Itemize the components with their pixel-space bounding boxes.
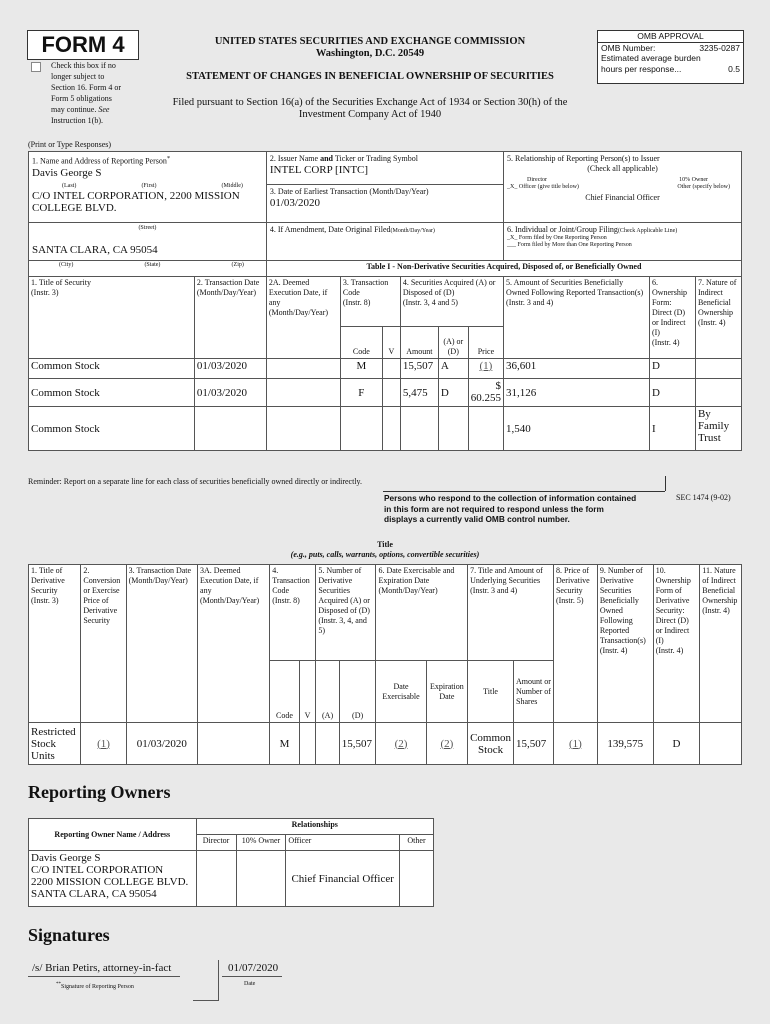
box-issuer: 2. Issuer Name and Ticker or Trading Symbol INTEL CORP [INTC] [266, 152, 503, 185]
omb-approval-box: OMB APPROVAL OMB Number: 3235-0287 Estimated average burden hours per response... 0.5 [597, 30, 744, 84]
signatures-heading: Signatures [28, 925, 110, 945]
reporting-owners-heading: Reporting Owners [28, 782, 171, 802]
t1-col-title: 1. Title of Security (Instr. 3) [29, 277, 195, 359]
reporting-person-and-table-1: 1. Name and Address of Reporting Person* Davis George S (Last) (First) (Middle) C/O INTEL CORPORATION, 2200 MISSION COLLEGE BLVD. 2. Issuer Name and Ticker or Trading Symbol INTEL CORP [INTC] 5. Relationship of Reporting Person(s) to Issuer (Check all applicable) Director 10% Owner _X_ Officer (give title below) Other (specify below) Chief Financial Officer 3. Date of Earliest Transaction (Month/Day/Year) 01/03/2020 (Street) SANTA CLARA, CA 95054 4. If Amendment, Date Original Filed(Month/Day/Year) 6. Individual or Joint/Group Filing(Check Applicable Line) _X_ Form filed by One Reporting Person ___ Form filed by More than One Reporting Person (City) (State) (Zip) Table I - Non-Derivative Securities Acquired, Disposed of, or Beneficially Owned 1. Title of Security (Instr. 3) 2. Transaction Date (Month/Day/Year) 2A. Deemed Execution Date, if any (Month/Day/Year) 3. Transaction Code (Instr. 8) 4. Securities Acquired (A) or Disposed of (D) (Instr. 3, 4 and 5) 5. Amount of Securities Beneficially Owned Following Reported Transaction(s) (Instr. 3 and 4) 6. Ownership Form: Direct (D) or Indirect (I) (Instr. 4) 7. Nature of Indirect Beneficial Ownership (Instr. 4) Code V Amount (A) or (D) Price Common Stock 01/03/2020 M 15,507 A (1) 36,601 D Common Stock 01/03/2020 F 5,475 D $ 60.255 31,126 D Common Stock 1,540 I By Family Trust [28, 151, 742, 451]
checkbox-instructions: Check this box if no longer subject to Section 16. Form 4 or Form 5 obligations may continue. See Instruction 1(b). [51, 61, 121, 125]
table-row: Common Stock 01/03/2020 M 15,507 A (1) 36,601 D [29, 359, 742, 379]
reporting-owners-table: Reporting Owner Name / Address Relationships Director 10% Owner Officer Other Davis George S C/O INTEL CORPORATION 2200 MISSION COLLEGE BLVD. SANTA CLARA, CA 95054 Chief Financial Officer [28, 818, 434, 907]
table-1-title: Table I - Non-Derivative Securities Acquired, Disposed of, or Beneficially Owned [266, 261, 741, 277]
t1-col-owned: 5. Amount of Securities Beneficially Owned Following Reported Transaction(s) (Instr. 3 and 4) [504, 277, 650, 359]
box-relationship: 5. Relationship of Reporting Person(s) to Issuer (Check all applicable) Director 10% Owner _X_ Officer (give title below) Other (specify below) Chief Financial Officer [504, 152, 742, 223]
signature-line [28, 976, 180, 977]
issuer-name: INTEL CORP [INTC] [269, 164, 369, 176]
commission-title: UNITED STATES SECURITIES AND EXCHANGE COMMISSION Washington, D.C. 20549 [214, 36, 526, 59]
t2-col-conversion: 2. Conversion or Exercise Price of Derivative Security [81, 565, 126, 723]
t2-col-number: 5. Number of Derivative Securities Acquired (A) or Disposed of (D) (Instr. 3, 4, and 5) [316, 565, 376, 661]
t2-col-exercisable: 6. Date Exercisable and Expiration Date (Month/Day/Year) [376, 565, 468, 661]
t1-col-nature: 7. Nature of Indirect Beneficial Ownership (Instr. 4) [695, 277, 741, 359]
filed-pursuant: Filed pursuant to Section 16(a) of the Securities Exchange Act of 1934 or Section 30(h) of the Investment Company Act of 1940 [172, 97, 568, 120]
table-row: Restricted Stock Units (1) 01/03/2020 M 15,507 (2) (2) Common Stock 15,507 (1) 139,575 D [29, 723, 742, 765]
table-2-title: Title (e.g., puts, calls, warrants, options, convertible securities) [290, 540, 480, 559]
officer-title: Chief Financial Officer [585, 193, 660, 202]
earliest-transaction-date: 01/03/2020 [269, 197, 320, 209]
reminder: Reminder: Report on a separate line for each class of securities beneficially owned directly or indirectly. [28, 477, 363, 486]
t2-col-code: 4. Transaction Code (Instr. 8) [270, 565, 316, 661]
box-earliest-date: 3. Date of Earliest Transaction (Month/Day/Year) 01/03/2020 [266, 185, 503, 223]
t2-col-price: 8. Price of Derivative Security (Instr. 5) [553, 565, 597, 723]
box-city-state-zip-labels: (City) (State) (Zip) [29, 261, 267, 277]
t2-col-date: 3. Transaction Date (Month/Day/Year) [126, 565, 197, 723]
box-reporting-person: 1. Name and Address of Reporting Person* Davis George S (Last) (First) (Middle) C/O INTEL CORPORATION, 2200 MISSION COLLEGE BLVD. [29, 152, 267, 223]
reporting-person-address: C/O INTEL CORPORATION, 2200 MISSION COLLEGE BLVD. [32, 189, 240, 214]
table-row: Common Stock 1,540 I By Family Trust [29, 407, 742, 451]
t2-col-form: 10. Ownership Form of Derivative Security: Direct (D) or Indirect (I) (Instr. 4) [653, 565, 700, 723]
print-type: (Print or Type Responses) [28, 140, 112, 149]
t1-col-acquired: 4. Securities Acquired (A) or Disposed of (D) (Instr. 3, 4 and 5) [400, 277, 503, 327]
t1-col-code: 3. Transaction Code (Instr. 8) [340, 277, 400, 327]
box-filing: 6. Individual or Joint/Group Filing(Check Applicable Line) _X_ Form filed by One Reporting Person ___ Form filed by More than One Reporting Person [504, 223, 742, 261]
t2-col-underlying: 7. Title and Amount of Underlying Securities (Instr. 3 and 4) [468, 565, 554, 661]
t2-col-deemed: 3A. Deemed Execution Date, if any (Month/Day/Year) [198, 565, 270, 723]
reporting-person-name: Davis George S [32, 166, 102, 179]
t1-col-deemed: 2A. Deemed Execution Date, if any (Month/Day/Year) [266, 277, 340, 359]
sec-number: SEC 1474 (9-02) [676, 493, 731, 502]
t1-col-form: 6. Ownership Form: Direct (D) or Indirect (I) (Instr. 4) [649, 277, 695, 359]
table-row: Common Stock 01/03/2020 F 5,475 D $ 60.255 31,126 D [29, 379, 742, 407]
form-title: FORM 4 [27, 30, 139, 60]
t1-col-date: 2. Transaction Date (Month/Day/Year) [194, 277, 266, 359]
divider [193, 1000, 219, 1001]
t2-col-title: 1. Title of Derivative Security (Instr. 3) [29, 565, 81, 723]
table-2: 1. Title of Derivative Security (Instr. 3) 2. Conversion or Exercise Price of Derivative Security 3. Transaction Date (Month/Day/Year) 3A. Deemed Execution Date, if any (Month/Day/Year) 4. Transaction Code (Instr. 8) 5. Number of Derivative Securities Acquired (A) or Disposed of (D) (Instr. 3, 4, and 5) 6. Date Exercisable and Expiration Date (Month/Day/Year) 7. Title and Amount of Underlying Securities (Instr. 3 and 4) 8. Price of Derivative Security (Instr. 5) 9. Number of Derivative Securities Beneficially Owned Following Reported Transaction(s) (Instr. 4) 10. Ownership Form of Derivative Security: Direct (D) or Indirect (I) (Instr. 4) 11. Nature of Indirect Beneficial Ownership (Instr. 4) Code V (A) (D) Date Exercisable Expiration Date Title Amount or Number of Shares Restricted Stock Units (1) 01/03/2020 M 15,507 (2) (2) Common Stock 15,507 (1) 139,575 D [28, 564, 742, 765]
box-amendment: 4. If Amendment, Date Original Filed(Month/Day/Year) [266, 223, 503, 261]
table-row: Davis George S C/O INTEL CORPORATION 2200 MISSION COLLEGE BLVD. SANTA CLARA, CA 95054 Chief Financial Officer [29, 851, 434, 907]
divider [218, 960, 219, 1000]
t2-col-nature: 11. Nature of Indirect Beneficial Ownership (Instr. 4) [700, 565, 742, 723]
t2-col-owned: 9. Number of Derivative Securities Beneficially Owned Following Reported Transaction(s) (Instr. 4) [597, 565, 653, 723]
signature-date: 01/07/2020 [228, 962, 279, 974]
signer-name: /s/ Brian Petirs, attorney-in-fact [32, 962, 172, 974]
date-label: Date [244, 981, 256, 987]
signature-label: **Signature of Reporting Person [56, 982, 134, 990]
omb-title: OMB APPROVAL [598, 31, 743, 43]
date-line [222, 976, 282, 977]
statement-title: STATEMENT OF CHANGES IN BENEFICIAL OWNERSHIP OF SECURITIES [186, 71, 554, 82]
persons-notice: Persons who respond to the collection of information contained in this form are not required to respond unless the form displays a currently valid OMB control number. [384, 493, 637, 524]
box-city-state: (Street) SANTA CLARA, CA 95054 [29, 223, 267, 261]
not-subject-checkbox[interactable] [31, 62, 41, 72]
divider [665, 476, 666, 491]
divider [383, 491, 665, 492]
